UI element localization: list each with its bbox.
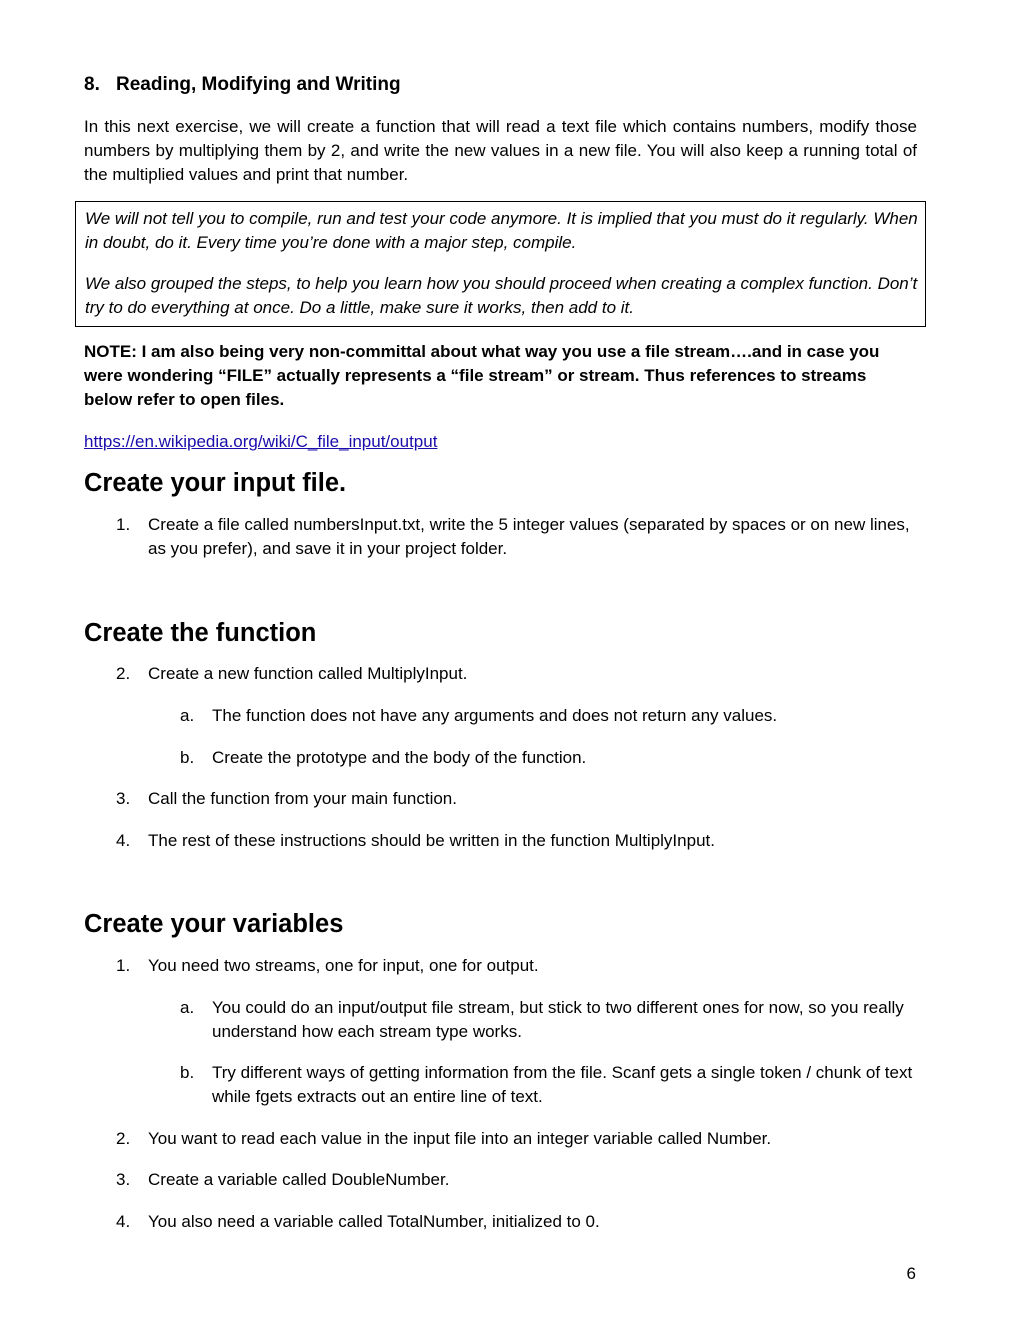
subheading-create-variables: Create your variables [84, 910, 344, 938]
list-item-text: You also need a variable called TotalNumber, initialized to 0. [148, 1212, 600, 1231]
list-item-text: Create the prototype and the body of the function. [212, 748, 587, 767]
list-item [116, 1168, 917, 1192]
page-number: 6 [906, 1264, 916, 1283]
subheading-create-function: Create the function [84, 619, 317, 647]
list-item-text: You could do an input/output file stream, but stick to two different ones for now, so you really understand how each stream type works. [212, 998, 904, 1041]
list-item-text: The rest of these instructions should be written in the function MultiplyInput. [148, 831, 715, 850]
section-title: Reading, Modifying and Writing [116, 74, 401, 95]
list-subitem [180, 1061, 917, 1109]
list-item-label: 1. [116, 515, 131, 534]
note-box-paragraph-1: We will not tell you to compile, run and test your code anymore. It is implied that you must do it regularly. When in doubt, do it. Every time you’re done with a major step, compile. [85, 209, 918, 252]
list-item [116, 1127, 917, 1151]
intro-paragraph: In this next exercise, we will create a function that will read a text file which contains numbers, modify those numbers by multiplying them by 2, and write the new values in a new file. You will also keep a running total of the multiplied values and print that number. [84, 117, 917, 184]
list-item-text: You want to read each value in the input file into an integer variable called Number. [148, 1129, 772, 1148]
list-item [116, 662, 917, 686]
list-item-label: 2. [116, 1129, 131, 1148]
list-item-label: 2. [116, 664, 131, 683]
list-item-label: 3. [116, 789, 131, 808]
wikipedia-link[interactable]: https://en.wikipedia.org/wiki/C_file_input/output [84, 432, 438, 451]
section-number: 8. [84, 74, 100, 95]
list-item-text: Try different ways of getting information from the file. Scanf gets a single token / chunk of text while fgets extracts out an entire line of text. [212, 1063, 913, 1106]
list-item [116, 954, 917, 978]
list-item [116, 787, 917, 811]
subheading-create-input-file: Create your input file. [84, 469, 347, 497]
list-item-text: Create a file called numbersInput.txt, write the 5 integer values (separated by spaces or on new lines, as you prefer), and save it in your project folder. [148, 515, 910, 558]
list-item [116, 513, 917, 561]
list-subitem [180, 996, 917, 1044]
list-item-label: b. [180, 748, 195, 767]
list-item-label: 3. [116, 1170, 131, 1189]
note-box-paragraph-2: We also grouped the steps, to help you learn how you should proceed when creating a complex function. Don’t try to do everything at once. Do a little, make sure it works, then add to it. [85, 274, 918, 317]
list-subitem [180, 704, 917, 728]
list-item-label: a. [180, 706, 195, 725]
file-stream-note: NOTE: I am also being very non-committal about what way you use a file stream….and in case you were wondering “FILE” actually represents a “file stream” or stream. Thus references to streams below refer to open files. [84, 342, 880, 409]
list-item-text: Create a new function called MultiplyInput. [148, 664, 468, 683]
list-item-label: b. [180, 1063, 195, 1082]
list-item [116, 1210, 917, 1234]
list-item-text: Create a variable called DoubleNumber. [148, 1170, 450, 1189]
instruction-note-box [75, 201, 926, 327]
list-item-text: Call the function from your main function. [148, 789, 457, 808]
list-item-label: 4. [116, 1212, 131, 1231]
list-item-label: a. [180, 998, 195, 1017]
list-item-text: You need two streams, one for input, one for output. [148, 956, 539, 975]
list-item-text: The function does not have any arguments and does not return any values. [212, 706, 778, 725]
list-item-label: 1. [116, 956, 131, 975]
list-subitem [180, 746, 917, 770]
section-heading [84, 72, 401, 98]
list-item-label: 4. [116, 831, 131, 850]
list-item [116, 829, 917, 853]
